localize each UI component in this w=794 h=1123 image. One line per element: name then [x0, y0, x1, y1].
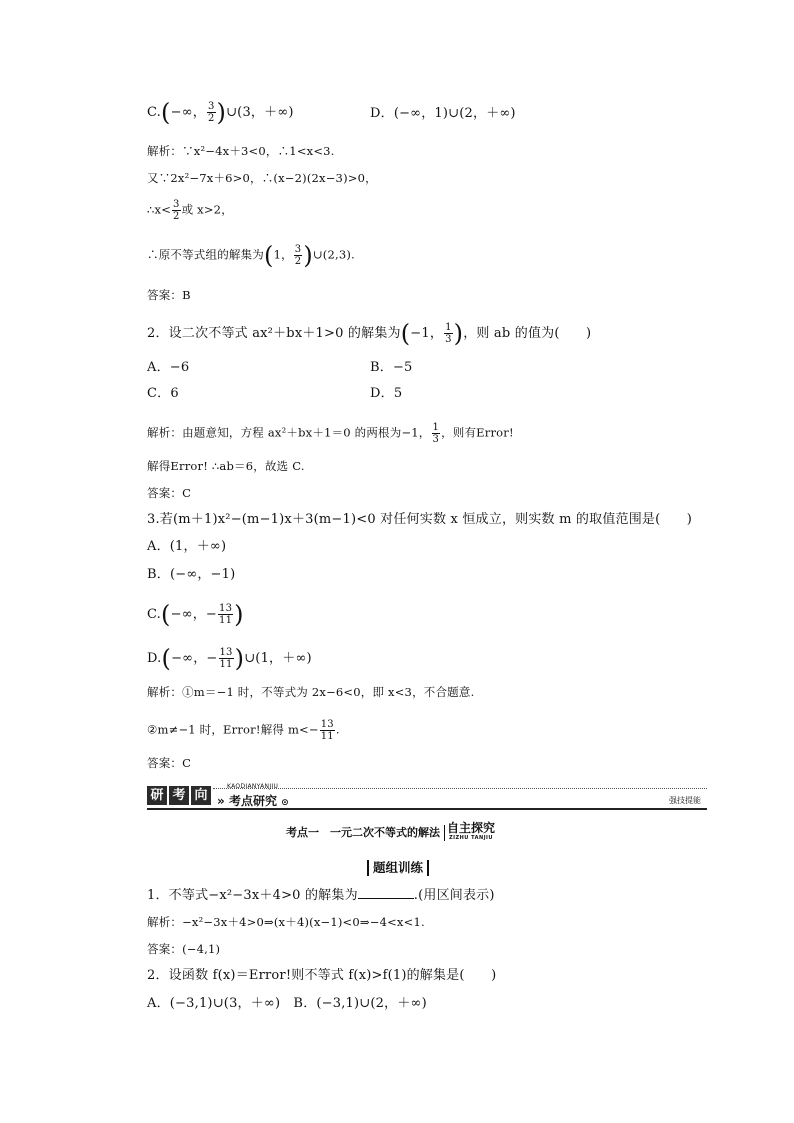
text-segment: 解析：由题意知，方程 ax²＋bx＋1＝0 的两根为−1， [147, 425, 431, 440]
banner-title [217, 792, 289, 809]
text-segment: ，则 ab 的值为( ) [463, 326, 592, 341]
text-segment: 或 x>2， [181, 202, 233, 217]
answer-blank [358, 886, 414, 899]
section-title [286, 823, 495, 843]
banner-title-text: 考点研究 [228, 794, 277, 808]
text-segment: ∴x< [147, 202, 172, 217]
banner-pinyin: KAODIANYANJIU [227, 783, 279, 790]
fraction [320, 719, 335, 742]
text-segment: −∞，− [171, 651, 218, 666]
fraction [444, 322, 453, 345]
text-segment: .(用区间表示) [413, 888, 495, 903]
solution-line: 解析：∵x²−4x＋3<0，∴1<x<3. [147, 144, 335, 158]
fraction [207, 101, 216, 124]
banner-box: 考 [169, 786, 189, 805]
text-segment: 1， [273, 247, 293, 262]
frac-num: 1 [445, 322, 452, 333]
banner-right-label: 强技提能 [669, 796, 701, 805]
frac-den: 11 [219, 615, 233, 626]
solution-line: ∴原不等式组的解集为(1， $\frac{3}{2}$ )∪(2,3). [147, 241, 355, 270]
practice-2-options: A．(−3,1)∪(3，＋∞) B．(−3,1)∪(2，＋∞) [147, 996, 427, 1011]
frac-den: 3 [432, 434, 440, 445]
q3-option-a: A．(1，＋∞) [147, 539, 227, 554]
circle-arrow-icon: ⊙ [281, 798, 289, 808]
frac-num: 1 [432, 422, 440, 433]
q3-option-c: C.(−∞，− $\frac{13}{11}$ ) [147, 600, 244, 629]
text-segment: −∞，− [170, 607, 218, 622]
option-label: D. [147, 651, 162, 666]
q2-option-c: C．6 [147, 386, 179, 401]
option-label: C. [147, 607, 162, 622]
text-segment: . [335, 722, 340, 737]
text-segment: ∪(1，＋∞) [244, 651, 312, 666]
q2-option-b: B．−5 [370, 360, 413, 375]
option-label: C. [147, 105, 162, 120]
solution-line: 解得Error! ∴ab＝6，故选 C. [147, 459, 305, 473]
answer-line: 答案：C [147, 756, 192, 770]
frac-num: 13 [320, 719, 334, 730]
practice-1 [147, 886, 495, 905]
frac-den: 2 [207, 113, 215, 124]
q2-option-d: D．5 [370, 386, 403, 401]
frac-num: 13 [219, 603, 233, 614]
section-tag [447, 823, 495, 843]
q1-option-d: D．(−∞，1)∪(2，＋∞) [370, 106, 516, 121]
solution-line: 解析：①m＝−1 时，不等式为 2x−6<0，即 x<3，不合题意. [147, 685, 475, 699]
question-2: 2．设二次不等式 ax²＋bx＋1>0 的解集为(−1， $\frac{1}{3}$ )，则 ab 的值为( ) [147, 319, 592, 348]
solution-line [147, 199, 233, 222]
q2-option-a: A．−6 [147, 360, 190, 375]
section-banner [147, 783, 707, 811]
section-title-text: 考点一 一元二次不等式的解法 [286, 826, 440, 839]
section-tag-pinyin: ZIZHU TANJIU [449, 835, 493, 841]
frac-den: 11 [219, 659, 233, 670]
text-segment: ∴原不等式组的解集为 [147, 247, 264, 262]
text-segment: 2．设二次不等式 ax²＋bx＋1>0 的解集为 [147, 326, 401, 341]
fraction [432, 422, 441, 445]
fraction [218, 603, 233, 626]
frac-num: 3 [173, 199, 180, 210]
solution-line: 又∵2x²−7x＋6>0，∴(x−2)(2x−3)>0， [147, 171, 377, 185]
fraction [219, 647, 234, 670]
practice-2: 2．设函数 f(x)＝Error!则不等式 f(x)>f(1)的解集是( ) [147, 968, 497, 983]
fraction [172, 199, 181, 222]
banner-box: 向 [191, 786, 211, 805]
text-segment: ②m≠−1 时，Error!解得 m<− [147, 722, 319, 737]
group-heading: 题组训练 [367, 860, 429, 876]
answer-line: 答案：(−4,1) [147, 942, 221, 956]
section-tag-text: 自主探究 [447, 821, 496, 835]
frac-num: 13 [219, 647, 233, 658]
fraction [294, 244, 303, 267]
text-segment: −1， [410, 326, 444, 341]
banner-rule [147, 808, 707, 810]
solution-line: 解析：−x²−3x＋4>0⇒(x＋4)(x−1)<0⇒−4<x<1. [147, 915, 425, 929]
answer-line: 答案：B [147, 288, 191, 302]
q3-option-d: D.(−∞，− $\frac{13}{11}$ )∪(1，＋∞) [147, 644, 312, 673]
text-segment: ，则有Error! [441, 425, 514, 440]
arrows-icon: » [217, 794, 225, 808]
q1-option-c: C.(−∞， $\frac{3}{2}$ )∪(3，＋∞) [147, 98, 294, 127]
solution-line [147, 719, 340, 742]
text-segment: 1．不等式−x²−3x＋4>0 的解集为 [147, 888, 358, 903]
banner-box: 研 [147, 786, 167, 805]
frac-den: 2 [294, 256, 302, 267]
dotted-divider [213, 788, 707, 789]
text-segment: −∞， [170, 105, 206, 120]
frac-num: 3 [207, 101, 215, 112]
frac-num: 3 [294, 244, 302, 255]
text-segment: ∪(3，＋∞) [226, 105, 294, 120]
frac-den: 11 [320, 731, 334, 742]
frac-den: 3 [445, 334, 452, 345]
text-segment: ∪(2,3). [312, 247, 355, 262]
answer-line: 答案：C [147, 486, 192, 500]
solution-line [147, 422, 514, 445]
frac-den: 2 [173, 211, 180, 222]
question-3: 3.若(m＋1)x²−(m−1)x＋3(m−1)<0 对任何实数 x 恒成立，则实数 m 的取值范围是( ) [147, 512, 693, 527]
q3-option-b: B．(−∞，−1) [147, 567, 236, 582]
